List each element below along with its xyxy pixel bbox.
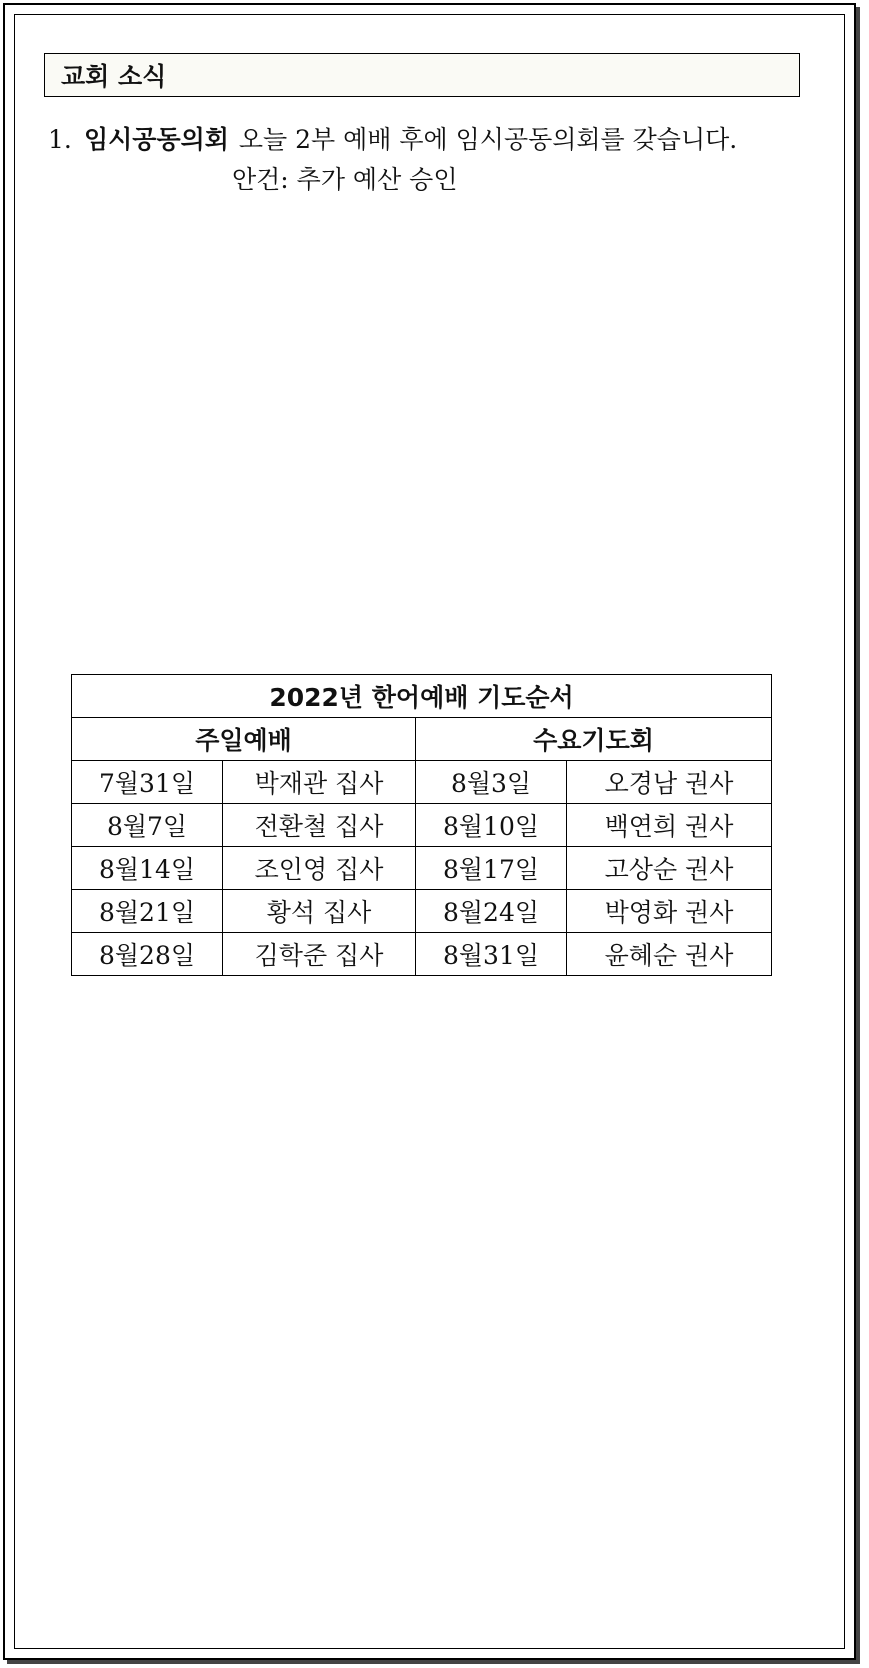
notice-body: 오늘 2부 예배 후에 임시공동의회를 갖습니다. [238, 125, 738, 154]
group-header-sunday: 주일예배 [72, 718, 416, 761]
wednesday-date: 8월10일 [416, 804, 567, 847]
sunday-date: 8월7일 [72, 804, 223, 847]
wednesday-leader: 오경남 권사 [567, 761, 772, 804]
notice-agenda: 안건: 추가 예산 승인 [232, 165, 458, 194]
sunday-date: 8월28일 [72, 933, 223, 976]
sunday-date: 8월14일 [72, 847, 223, 890]
table-row [72, 890, 772, 933]
section-header [44, 53, 800, 97]
wednesday-leader: 고상순 권사 [567, 847, 772, 890]
notice-title: 임시공동의회 [84, 125, 229, 154]
wednesday-leader: 박영화 권사 [567, 890, 772, 933]
wednesday-leader: 윤혜순 권사 [567, 933, 772, 976]
notice-item [48, 120, 737, 200]
group-header-wednesday: 수요기도회 [416, 718, 772, 761]
table-row [72, 933, 772, 976]
table-title-row [72, 675, 772, 718]
wednesday-date: 8월31일 [416, 933, 567, 976]
sunday-date: 8월21일 [72, 890, 223, 933]
section-title: 교회 소식 [61, 62, 167, 91]
sunday-leader: 조인영 집사 [223, 847, 416, 890]
table-group-row [72, 718, 772, 761]
sunday-leader: 전환철 집사 [223, 804, 416, 847]
wednesday-date: 8월24일 [416, 890, 567, 933]
wednesday-leader: 백연희 권사 [567, 804, 772, 847]
sunday-date: 7월31일 [72, 761, 223, 804]
wednesday-date: 8월3일 [416, 761, 567, 804]
prayer-schedule-table [71, 674, 772, 976]
table-row [72, 761, 772, 804]
table-title: 2022년 한어예배 기도순서 [72, 675, 772, 718]
table-row [72, 804, 772, 847]
sunday-leader: 김학준 집사 [223, 933, 416, 976]
wednesday-date: 8월17일 [416, 847, 567, 890]
sunday-leader: 박재관 집사 [223, 761, 416, 804]
table-row [72, 847, 772, 890]
notice-number: 1. [48, 125, 72, 154]
sunday-leader: 황석 집사 [223, 890, 416, 933]
